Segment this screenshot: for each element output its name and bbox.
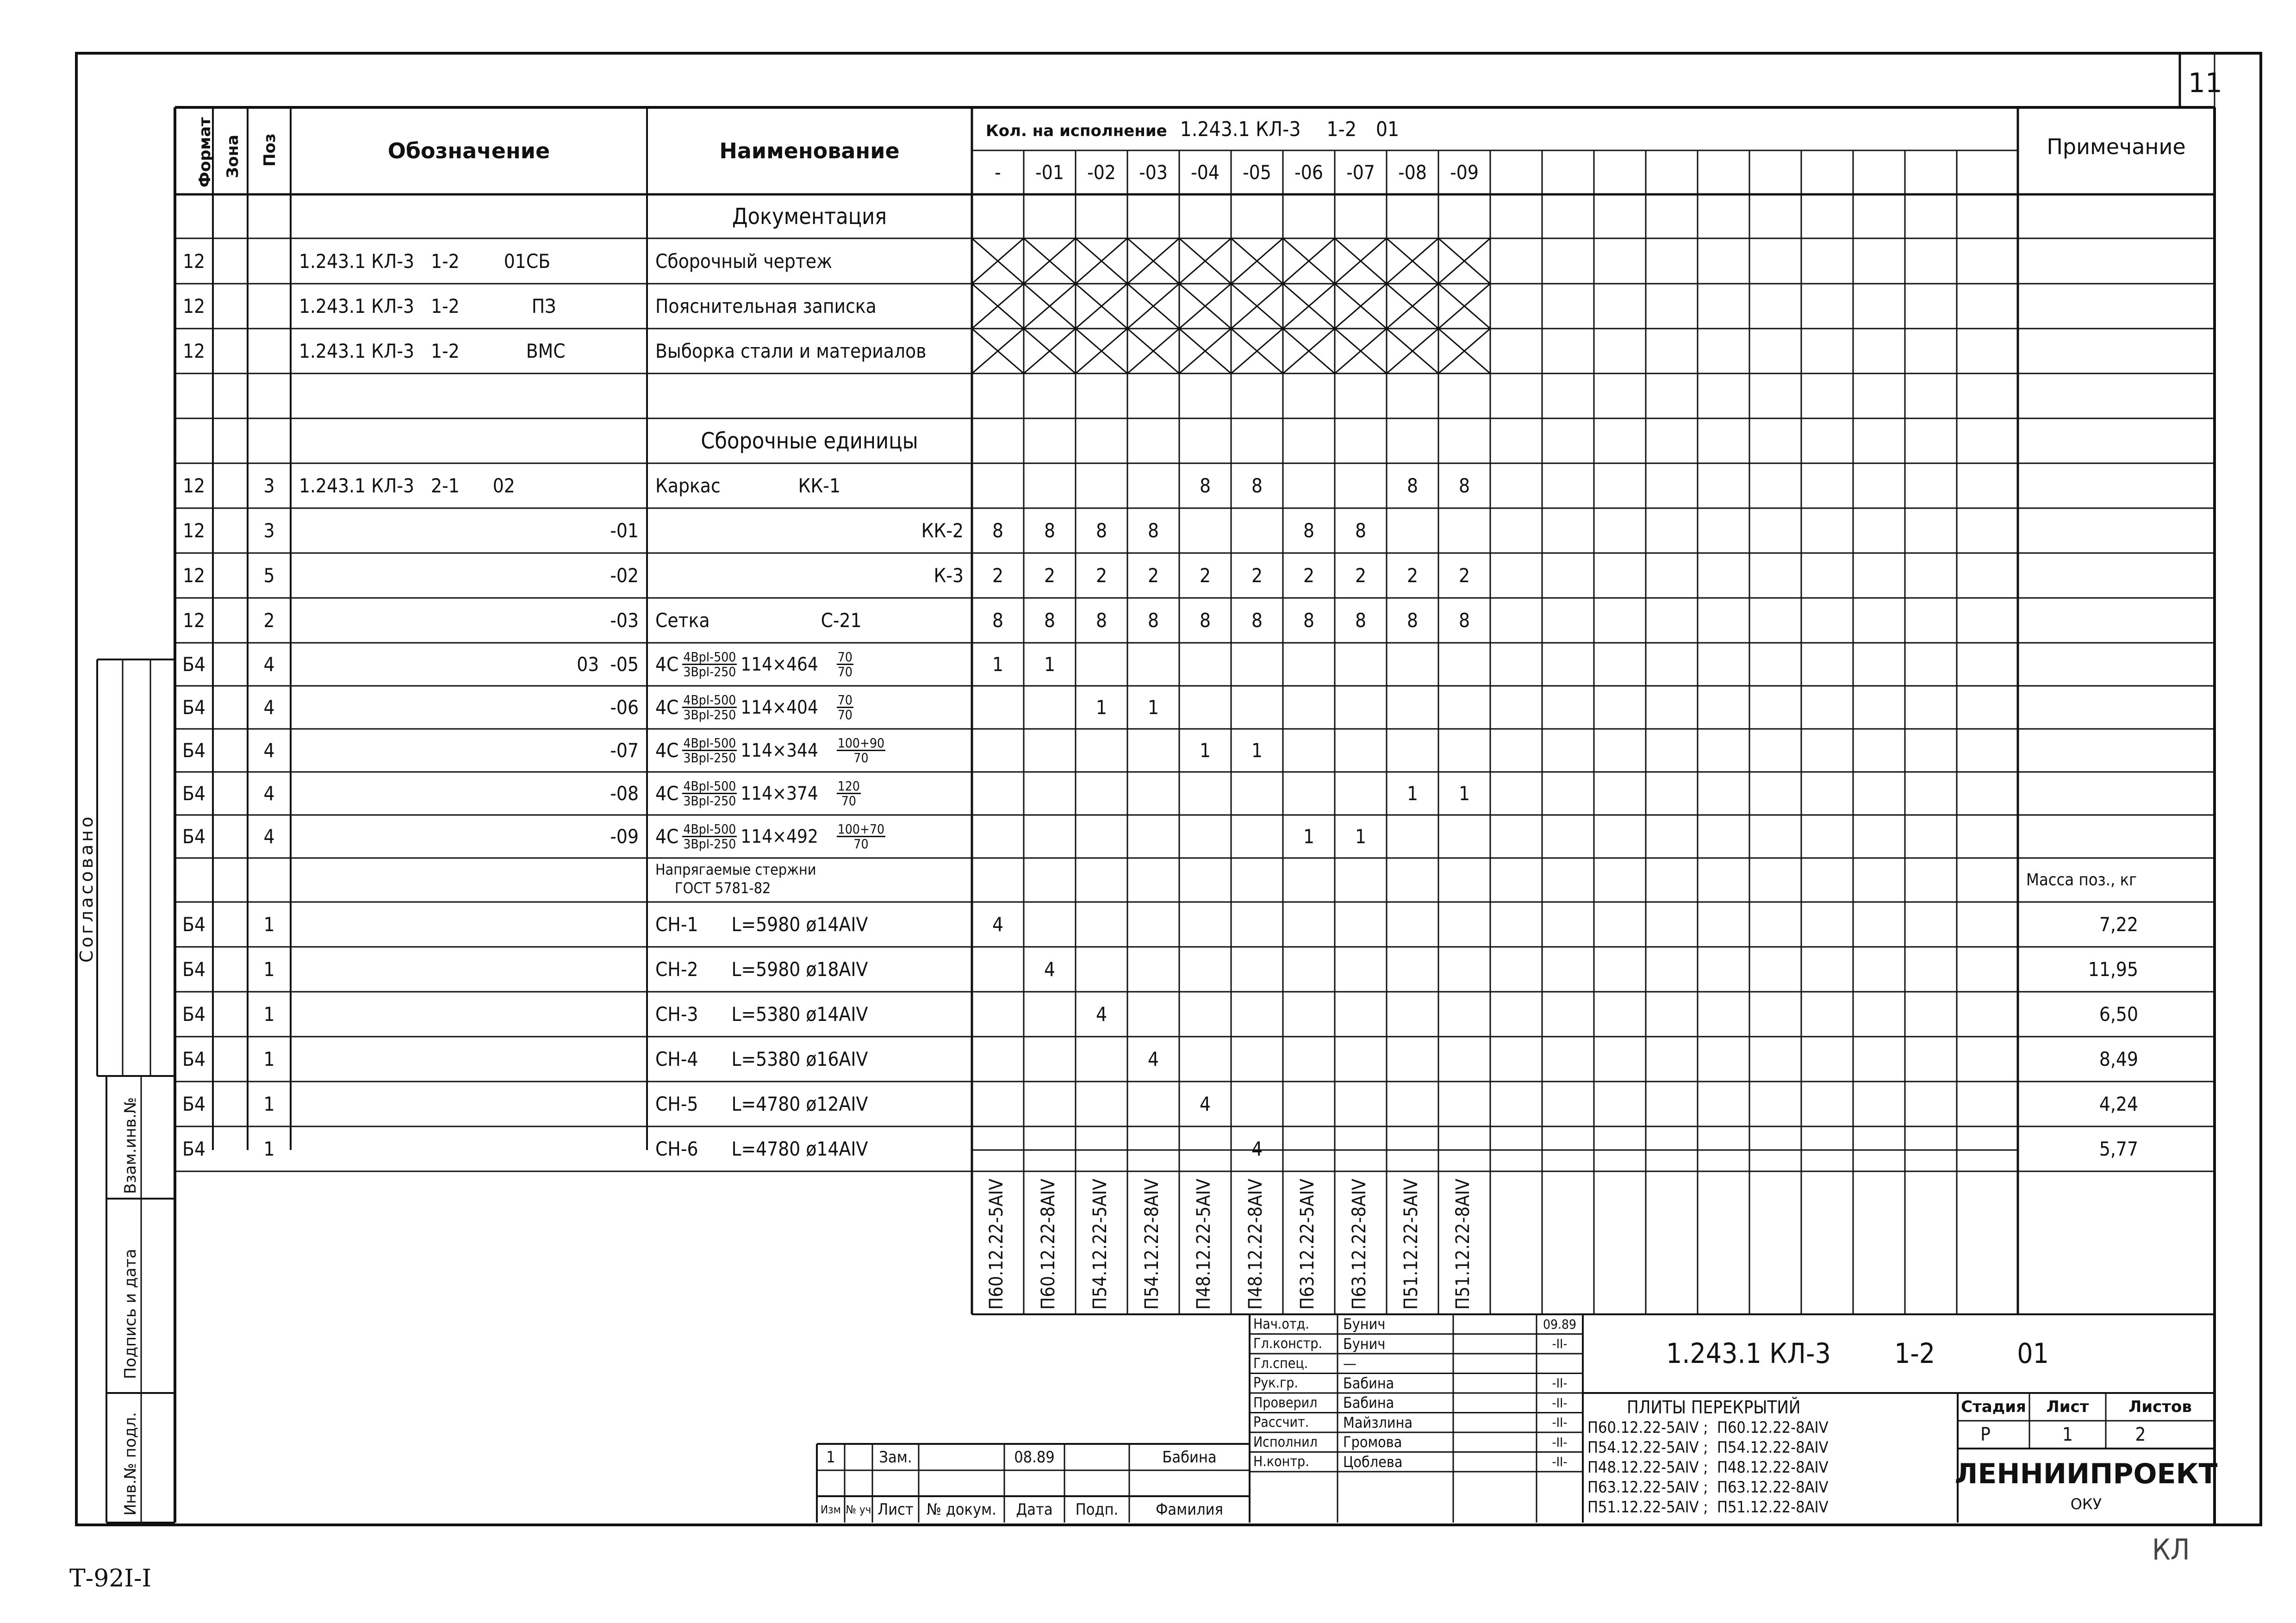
mesh-top: 4ВрI-500 xyxy=(683,821,736,837)
spacing-top: 100+70 xyxy=(837,821,885,837)
change-header: Лист xyxy=(877,1500,914,1519)
variant-header-4: -04 xyxy=(1191,161,1220,184)
mesh-top: 4ВрI-500 xyxy=(683,692,736,708)
row-name xyxy=(647,1126,972,1171)
row-designation: 1.243.1 КЛ-3 1-2 ПЗ xyxy=(299,295,556,317)
row-format: Б4 xyxy=(182,696,205,719)
row-qty: 8 xyxy=(1355,609,1367,632)
row-designation xyxy=(291,1082,647,1126)
spacing-bottom: 70 xyxy=(853,750,869,765)
row-name-text: Напрягаемые стержни xyxy=(655,861,816,878)
variant-header-5: -05 xyxy=(1243,161,1271,184)
row-format: Б4 xyxy=(182,1048,205,1070)
side-signature-date: Подпись и дата xyxy=(121,1249,140,1379)
row-name-text: 4С xyxy=(655,782,679,805)
row-pos: 4 xyxy=(263,782,275,805)
staff-name: — xyxy=(1343,1355,1356,1373)
qty-doc: 1.243.1 КЛ-3 xyxy=(1180,118,1301,141)
row-name xyxy=(647,815,972,858)
row-pos: 5 xyxy=(263,564,275,587)
spacing-top: 70 xyxy=(837,649,852,665)
mesh-bottom: 3ВрI-250 xyxy=(683,664,736,679)
row-name xyxy=(647,463,972,508)
row-name xyxy=(647,553,972,598)
variant-header-6: -06 xyxy=(1294,161,1323,184)
row-name xyxy=(647,238,972,284)
stage-label: Стадия xyxy=(1961,1398,2026,1416)
row-pos xyxy=(248,329,291,373)
row-pos: 4 xyxy=(263,696,275,719)
product-line-1: П54.12.22-5АIV ; П54.12.22-8АIV xyxy=(1587,1438,1829,1457)
product-label-5: П48.12.22-8АIV xyxy=(1245,1179,1266,1310)
row-pos xyxy=(248,858,291,902)
mesh-grade-fraction xyxy=(682,736,737,765)
row-qty: 2 xyxy=(1406,564,1419,587)
staff-date xyxy=(1537,1354,1583,1374)
row-pos: 3 xyxy=(263,474,275,497)
row-qty: 8 xyxy=(992,519,1004,542)
product-line-0: П60.12.22-5АIV ; П60.12.22-8АIV xyxy=(1587,1418,1829,1437)
row-qty: 8 xyxy=(1458,609,1470,632)
variant-header-3: -03 xyxy=(1139,161,1168,184)
product-label-9: П51.12.22-8АIV xyxy=(1452,1179,1474,1310)
row-name xyxy=(647,598,972,643)
spacing-top: 70 xyxy=(837,692,852,708)
header-zone: Зона xyxy=(224,135,242,178)
row-qty: 2 xyxy=(992,564,1004,587)
variant-header-0: - xyxy=(995,161,1001,184)
product-title: ПЛИТЫ ПЕРЕКРЫТИЙ xyxy=(1627,1397,1801,1418)
row-qty: 8 xyxy=(1199,609,1211,632)
row-qty: 8 xyxy=(1355,519,1367,542)
row-qty: 8 xyxy=(1406,609,1419,632)
row-qty: 1 xyxy=(1044,653,1056,676)
spacing-bottom: 70 xyxy=(837,664,852,679)
row-format: Б4 xyxy=(182,825,205,848)
row-designation: 1.243.1 КЛ-3 1-2 01СБ xyxy=(299,249,551,273)
row-designation xyxy=(291,992,647,1037)
row-qty: 2 xyxy=(1044,564,1056,587)
row-qty: 4 xyxy=(1199,1093,1211,1115)
row-format: Б4 xyxy=(182,913,205,936)
row-qty: 8 xyxy=(1095,519,1108,542)
change-entry: Бабина xyxy=(1162,1448,1217,1467)
sheet-number: 11 xyxy=(2188,67,2222,99)
staff-role: Рассчит. xyxy=(1253,1414,1309,1431)
row-pos: 4 xyxy=(263,653,275,676)
row-pos: 1 xyxy=(263,1048,275,1070)
qty-doc-num: 01 xyxy=(1375,118,1400,141)
product-line-4: П51.12.22-5АIV ; П51.12.22-8АIV xyxy=(1587,1498,1829,1517)
row-pos xyxy=(248,194,291,238)
row-name-text: СН-2 L=5980 ø18АIV xyxy=(655,958,868,981)
row-qty: 8 xyxy=(1147,519,1159,542)
row-pos: 1 xyxy=(263,1093,275,1115)
row-name-text: СН-5 L=4780 ø12АIV xyxy=(655,1093,868,1115)
row-pos: 2 xyxy=(263,609,275,632)
qty-doc-sheet: 1-2 xyxy=(1326,118,1357,141)
mesh-size: 114×492 xyxy=(740,826,818,847)
header-qty-title xyxy=(986,119,1399,140)
row-name-text: Каркас КК-1 xyxy=(655,474,841,497)
row-name xyxy=(647,1037,972,1082)
corner-mark: КЛ xyxy=(2152,1533,2190,1567)
spacing-bottom: 70 xyxy=(853,836,869,852)
row-designation xyxy=(291,418,647,463)
row-name-text: СН-1 L=5980 ø14АIV xyxy=(655,913,868,936)
change-header: Фамилия xyxy=(1156,1500,1223,1519)
variant-header-2: -02 xyxy=(1087,161,1116,184)
spacing-top: 120 xyxy=(837,778,860,794)
staff-date: 09.89 xyxy=(1543,1316,1577,1332)
mesh-spacing-fraction xyxy=(837,822,885,851)
row-qty: 8 xyxy=(992,609,1004,632)
row-qty: 1 xyxy=(1095,696,1108,719)
row-qty: 4 xyxy=(1044,958,1056,981)
row-qty: 8 xyxy=(1303,519,1315,542)
row-format: 12 xyxy=(182,564,205,587)
staff-role: Проверил xyxy=(1253,1394,1318,1411)
row-format: Б4 xyxy=(182,653,205,676)
staff-role: Н.контр. xyxy=(1253,1454,1309,1470)
staff-date: -II- xyxy=(1552,1395,1568,1411)
row-qty: 8 xyxy=(1199,474,1211,497)
row-qty: 8 xyxy=(1095,609,1108,632)
staff-date: -II- xyxy=(1552,1454,1568,1470)
row-pos xyxy=(248,373,291,418)
row-format: 12 xyxy=(182,609,205,632)
sheets-label: Листов xyxy=(2128,1398,2192,1416)
row-designation: -07 xyxy=(610,739,639,762)
staff-date: -II- xyxy=(1552,1375,1568,1391)
product-line-3: П63.12.22-5АIV ; П63.12.22-8АIV xyxy=(1587,1478,1829,1497)
row-qty: 2 xyxy=(1355,564,1367,587)
row-qty: 4 xyxy=(1251,1138,1263,1160)
row-qty: 1 xyxy=(1303,825,1315,848)
row-note: 7,22 xyxy=(2099,913,2138,936)
row-name xyxy=(647,729,972,772)
mesh-top: 4ВрI-500 xyxy=(683,778,736,794)
row-qty: 8 xyxy=(1251,474,1263,497)
staff-name: Бабина xyxy=(1343,1394,1394,1412)
staff-role: Гл.констр. xyxy=(1253,1336,1323,1352)
row-format: Б4 xyxy=(182,1093,205,1115)
mesh-spacing-fraction xyxy=(837,779,861,808)
mesh-grade-fraction xyxy=(682,822,737,851)
org-name: ЛЕННИИПРОЕКТ xyxy=(1954,1458,2218,1490)
row-note: 8,49 xyxy=(2099,1048,2138,1070)
row-name xyxy=(647,373,972,418)
mesh-top: 4ВрI-500 xyxy=(683,649,736,665)
mesh-grade-fraction xyxy=(682,650,737,679)
row-designation xyxy=(291,1037,647,1082)
row-note: 5,77 xyxy=(2099,1138,2138,1160)
staff-date: -II- xyxy=(1552,1336,1568,1352)
row-name xyxy=(647,1082,972,1126)
staff-role: Нач.отд. xyxy=(1253,1316,1309,1332)
row-designation: -08 xyxy=(610,782,639,805)
staff-name: Цоблева xyxy=(1343,1453,1403,1471)
row-format xyxy=(175,418,213,463)
row-qty: 2 xyxy=(1199,564,1211,587)
row-format: Б4 xyxy=(182,958,205,981)
row-name-text: КК-2 xyxy=(921,519,964,542)
row-qty: 1 xyxy=(1355,825,1367,848)
row-name-text: Сборочные единицы xyxy=(701,428,918,454)
stage-value: Р xyxy=(1980,1424,1991,1445)
row-designation: -09 xyxy=(610,825,639,848)
row-name xyxy=(647,508,972,553)
row-qty: 4 xyxy=(992,913,1004,936)
side-agreed: Согласовано xyxy=(76,814,97,963)
row-designation xyxy=(291,902,647,947)
row-name xyxy=(647,686,972,729)
row-pos xyxy=(248,418,291,463)
product-line-2: П48.12.22-5АIV ; П48.12.22-8АIV xyxy=(1587,1458,1829,1477)
row-format: 12 xyxy=(182,474,205,497)
row-name xyxy=(647,772,972,815)
doc-num: 01 xyxy=(2017,1337,2049,1370)
row-name-text: К-3 xyxy=(933,564,964,587)
row-qty: 8 xyxy=(1044,519,1056,542)
mesh-spacing-fraction xyxy=(837,650,853,679)
sheet-value: 1 xyxy=(2062,1424,2073,1445)
change-header: Дата xyxy=(1016,1500,1053,1519)
staff-name: Бабина xyxy=(1343,1374,1394,1392)
row-note: Масса поз., кг xyxy=(2026,871,2137,889)
row-name xyxy=(647,643,972,686)
change-entry: Зам. xyxy=(879,1448,912,1467)
row-format: Б4 xyxy=(182,1138,205,1160)
row-name-text: 4С xyxy=(655,653,679,676)
row-format: Б4 xyxy=(182,739,205,762)
row-qty: 1 xyxy=(1147,696,1159,719)
product-label-6: П63.12.22-5АIV xyxy=(1297,1179,1318,1310)
side-replaced-inv: Взам.инв.№ xyxy=(121,1097,140,1194)
row-name-text: Сетка С-21 xyxy=(655,609,862,632)
row-designation xyxy=(291,947,647,992)
mesh-bottom: 3ВрI-250 xyxy=(683,707,736,722)
product-label-0: П60.12.22-5АIV xyxy=(986,1179,1007,1310)
row-format: 12 xyxy=(182,340,205,362)
header-note: Примечание xyxy=(2047,134,2186,159)
variant-header-7: -07 xyxy=(1346,161,1375,184)
spacing-bottom: 70 xyxy=(841,793,856,808)
staff-role: Рук.гр. xyxy=(1253,1375,1299,1392)
gost-note: ГОСТ 5781-82 xyxy=(675,879,771,897)
row-qty: 1 xyxy=(1199,739,1211,762)
row-qty: 1 xyxy=(1406,782,1419,805)
row-name xyxy=(647,284,972,329)
staff-name: Громова xyxy=(1343,1433,1402,1451)
row-qty: 2 xyxy=(1303,564,1315,587)
row-designation: -01 xyxy=(610,519,639,542)
row-name-text: СН-4 L=5380 ø16АIV xyxy=(655,1048,868,1070)
row-format xyxy=(175,194,213,238)
mesh-bottom: 3ВрI-250 xyxy=(683,750,736,765)
row-name-text: СН-6 L=4780 ø14АIV xyxy=(655,1138,868,1160)
row-designation xyxy=(291,858,647,902)
mesh-top: 4ВрI-500 xyxy=(683,735,736,751)
mesh-grade-fraction xyxy=(682,693,737,722)
row-name xyxy=(647,329,972,373)
row-format xyxy=(175,858,213,902)
title-doc-number xyxy=(1666,1337,2049,1370)
staff-date: -II- xyxy=(1552,1434,1568,1450)
variant-header-8: -08 xyxy=(1398,161,1427,184)
mesh-bottom: 3ВрI-250 xyxy=(683,836,736,852)
row-pos: 4 xyxy=(263,739,275,762)
row-designation: -03 xyxy=(610,609,639,632)
row-qty: 1 xyxy=(1251,739,1263,762)
row-format xyxy=(175,373,213,418)
row-qty: 2 xyxy=(1095,564,1108,587)
mesh-size: 114×374 xyxy=(740,783,818,804)
row-qty: 8 xyxy=(1303,609,1315,632)
row-format: Б4 xyxy=(182,782,205,805)
change-header: № уч xyxy=(846,1503,871,1516)
row-name-text: Документация xyxy=(732,203,887,230)
row-designation xyxy=(291,373,647,418)
variant-header-9: -09 xyxy=(1450,161,1479,184)
row-designation xyxy=(291,1126,647,1171)
change-header: Изм xyxy=(821,1503,841,1516)
header-name: Наименование xyxy=(719,138,900,163)
row-designation xyxy=(291,194,647,238)
row-pos: 1 xyxy=(263,1003,275,1026)
row-pos: 1 xyxy=(263,913,275,936)
row-name xyxy=(647,858,972,902)
mesh-grade-fraction xyxy=(682,779,737,808)
product-label-8: П51.12.22-5АIV xyxy=(1400,1179,1422,1310)
row-name xyxy=(647,194,972,238)
row-pos: 3 xyxy=(263,519,275,542)
row-format: 12 xyxy=(182,519,205,542)
row-pos: 4 xyxy=(263,825,275,848)
row-name-text: Сборочный чертеж xyxy=(655,249,833,273)
staff-name: Бунич xyxy=(1343,1335,1386,1353)
row-name-text: 4С xyxy=(655,739,679,762)
row-pos xyxy=(248,238,291,284)
row-name xyxy=(647,992,972,1037)
row-name xyxy=(647,418,972,463)
row-qty: 4 xyxy=(1095,1003,1108,1026)
row-pos: 1 xyxy=(263,1138,275,1160)
row-qty: 8 xyxy=(1251,609,1263,632)
change-header: Подп. xyxy=(1075,1500,1119,1519)
row-qty: 8 xyxy=(1406,474,1419,497)
doc-number: 1.243.1 КЛ-3 xyxy=(1666,1337,1831,1370)
row-designation: -06 xyxy=(610,696,639,719)
sheet-label: Лист xyxy=(2046,1398,2089,1416)
row-qty: 4 xyxy=(1147,1048,1159,1070)
product-label-7: П63.12.22-8АIV xyxy=(1349,1179,1370,1310)
mesh-bottom: 3ВрI-250 xyxy=(683,793,736,808)
row-name xyxy=(647,947,972,992)
qty-title-text: Кол. на исполнение xyxy=(986,122,1167,140)
row-designation: -02 xyxy=(610,564,639,587)
row-pos xyxy=(248,284,291,329)
doc-sheet: 1-2 xyxy=(1894,1337,1935,1370)
row-note: 6,50 xyxy=(2099,1003,2138,1026)
row-format: Б4 xyxy=(182,1003,205,1026)
mesh-spacing-fraction xyxy=(837,693,853,722)
row-name-text: 4С xyxy=(655,825,679,848)
change-header: № докум. xyxy=(927,1500,996,1519)
row-designation: 1.243.1 КЛ-3 1-2 ВМС xyxy=(299,340,566,362)
side-inv-orig: Инв.№ подл. xyxy=(121,1412,140,1516)
header-pos: Поз xyxy=(261,133,279,167)
row-name xyxy=(647,902,972,947)
row-designation: 1.243.1 КЛ-3 2-1 02 xyxy=(299,474,515,497)
staff-name: Майзлина xyxy=(1343,1413,1413,1431)
product-label-1: П60.12.22-8АIV xyxy=(1038,1179,1059,1310)
product-label-2: П54.12.22-5АIV xyxy=(1089,1179,1111,1310)
code-bottom-left: Т-92I-I xyxy=(69,1565,152,1592)
staff-role: Гл.спец. xyxy=(1253,1355,1308,1372)
row-qty: 1 xyxy=(992,653,1004,676)
header-designation: Обозначение xyxy=(387,138,550,163)
change-entry: 08.89 xyxy=(1014,1448,1055,1467)
row-qty: 1 xyxy=(1458,782,1470,805)
product-label-4: П48.12.22-5АIV xyxy=(1193,1179,1214,1310)
change-entry: 1 xyxy=(826,1448,835,1467)
mesh-size: 114×404 xyxy=(740,696,818,718)
variant-header-1: -01 xyxy=(1035,161,1064,184)
row-name-text: Пояснительная записка xyxy=(655,295,877,317)
header-format: Формат xyxy=(196,117,214,187)
spacing-bottom: 70 xyxy=(837,707,852,722)
row-name-text: 4С xyxy=(655,696,679,719)
spacing-top: 100+90 xyxy=(837,735,885,751)
row-name-text: Выборка стали и материалов xyxy=(655,340,927,362)
row-qty: 8 xyxy=(1147,609,1159,632)
staff-date: -II- xyxy=(1552,1415,1568,1430)
row-note: 11,95 xyxy=(2088,958,2138,981)
row-qty: 8 xyxy=(1458,474,1470,497)
row-qty: 2 xyxy=(1458,564,1470,587)
row-qty: 2 xyxy=(1147,564,1159,587)
row-qty: 2 xyxy=(1251,564,1263,587)
row-qty: 8 xyxy=(1044,609,1056,632)
sheets-value: 2 xyxy=(2135,1424,2146,1445)
row-designation: 03 -05 xyxy=(577,653,639,676)
staff-name: Бунич xyxy=(1343,1315,1386,1333)
row-name-text: СН-3 L=5380 ø14АIV xyxy=(655,1003,868,1026)
row-format: 12 xyxy=(182,249,205,273)
product-label-3: П54.12.22-8АIV xyxy=(1141,1179,1163,1310)
staff-role: Исполнил xyxy=(1253,1434,1318,1450)
row-note: 4,24 xyxy=(2099,1093,2138,1115)
row-format: 12 xyxy=(182,295,205,317)
row-pos: 1 xyxy=(263,958,275,981)
mesh-size: 114×464 xyxy=(740,653,818,675)
org-dept: ОКУ xyxy=(2070,1495,2102,1513)
mesh-spacing-fraction xyxy=(837,736,885,765)
mesh-size: 114×344 xyxy=(740,740,818,761)
